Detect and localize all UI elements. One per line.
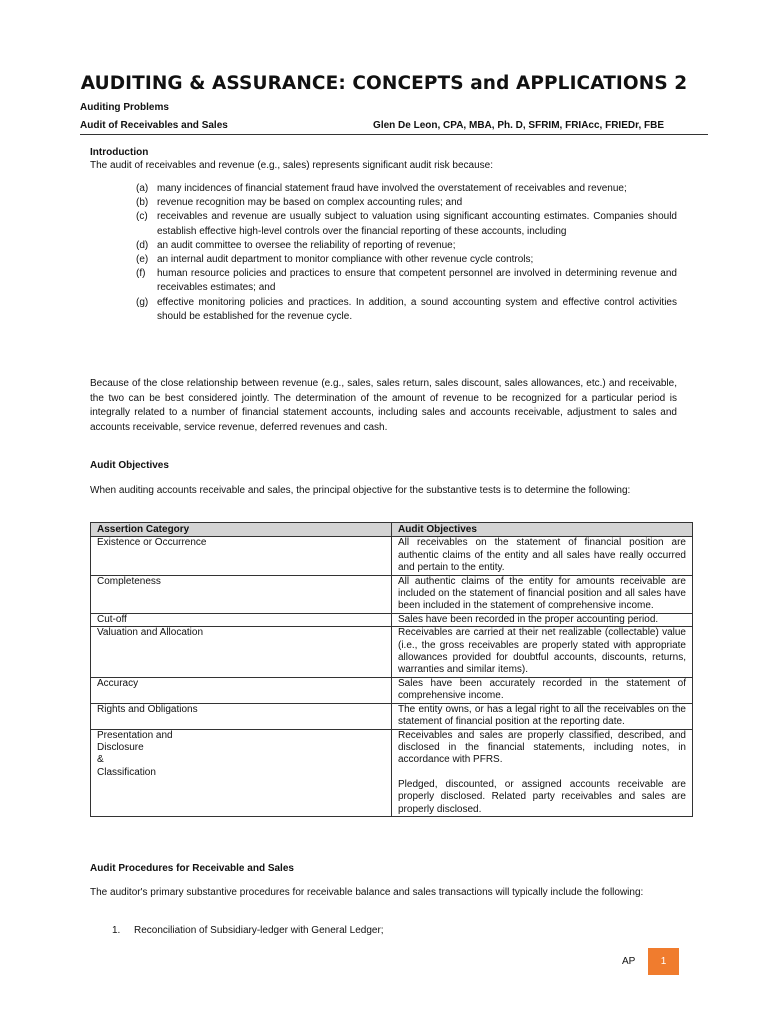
table-row [91,537,693,575]
list-item [90,296,677,324]
list-text: receivables and revenue are usually subject to valuation using significant accounting estimates. Companies should establish effective high-level controls over the financial reporting of these accounts, including [157,211,677,237]
assertion-cell [91,729,392,816]
list-item [90,239,677,253]
list-marker: (d) [136,239,149,251]
objective-paragraph: Receivables and sales are properly classified, described, and disclosed in the financial statements, including notes, in accordance with PFRS. [398,729,686,766]
author-line: Glen De Leon, CPA, MBA, Ph. D, SFRIM, FRIAcc, FRIEDr, FBE [373,120,664,131]
assertion-line: Disclosure [97,741,144,753]
procedures-list [90,924,677,938]
list-marker: 1. [112,925,121,936]
table-header-row [91,523,693,537]
list-marker: (e) [136,254,149,266]
list-text: Reconciliation of Subsidiary-ledger with General Ledger; [134,925,384,936]
assertion-cell: Rights and Obligations [91,703,392,729]
assertion-cell: Cut-off [91,613,392,626]
risk-list [90,182,677,324]
spacer [398,767,686,779]
table-row [91,703,693,729]
assertion-cell: Existence or Occurrence [91,537,392,575]
assertion-cell: Completeness [91,575,392,613]
list-text: revenue recognition may be based on complex accounting rules; and [157,197,463,209]
objective-cell: Sales have been recorded in the proper accounting period. [392,613,693,626]
list-text: human resource policies and practices to ensure that competent personnel are involved in determining revenue and receivables estimates; and [157,268,677,294]
list-item [90,253,677,267]
intro-text: The audit of receivables and revenue (e.g., sales) represents significant audit risk because: [90,160,493,171]
assertion-cell: Accuracy [91,677,392,703]
list-marker: (b) [136,197,149,209]
procedures-heading: Audit Procedures for Receivable and Sales [90,863,294,874]
objective-cell: All authentic claims of the entity for amounts receivable are included on the statement of financial position and all sales have been included in the statement of comprehensive income. [392,575,693,613]
objective-cell [392,729,693,816]
list-marker: (g) [136,296,149,308]
list-text: many incidences of financial statement fraud have involved the overstatement of receivables and revenue; [157,183,627,194]
revenue-relationship-paragraph: Because of the close relationship between revenue (e.g., sales, sales return, sales discount, sales allowances, etc.) and receivable, the two can be best considered jointly. The determination of the amount of revenue to be recognized for a particular period is integrally related to a number of financial statement accounts, including sales and accounts receivable, adjustment to sales and accounts receivable, service revenue, deferred revenues and cash. [90,378,677,433]
list-text: an audit committee to oversee the reliability of reporting of revenue; [157,239,456,251]
list-text: effective monitoring policies and practices. In addition, a sound accounting system and effective control activities should be established for the revenue cycle. [157,296,677,322]
objective-paragraph: Pledged, discounted, or assigned accounts receivable are properly disclosed. Related party receivables and sales are properly disclosed. [398,778,686,815]
objective-cell: Receivables are carried at their net realizable (collectable) value (i.e., the gross receivables are properly stated with appropriate allowances provided for doubtful accounts, discounts, returns, warranties and similar items). [392,627,693,678]
list-marker: (c) [136,211,148,223]
assertion-line: Presentation and [97,729,173,741]
objectives-heading: Audit Objectives [90,460,169,471]
header-divider [80,134,708,135]
assertion-line: Classification [97,766,156,778]
procedures-text: The auditor's primary substantive procedures for receivable balance and sales transactions will typically include the following: [90,887,644,898]
assertion-line: & [97,754,104,766]
assertion-table [90,522,693,817]
list-marker: (a) [136,183,149,194]
objective-cell: Sales have been accurately recorded in the statement of comprehensive income. [392,677,693,703]
table-row [91,575,693,613]
table-row [91,677,693,703]
objectives-text: When auditing accounts receivable and sales, the principal objective for the substantive tests is to determine the following: [90,485,631,496]
page-number-badge: 1 [648,948,679,975]
list-item [90,210,677,238]
table-row [91,613,693,626]
table-row [91,729,693,816]
subtitle-topic: Audit of Receivables and Sales [80,120,228,131]
list-marker: (f) [136,268,146,280]
footer-label: AP [622,956,636,967]
list-item [90,196,677,210]
intro-heading: Introduction [90,147,149,158]
column-header-objectives: Audit Objectives [392,523,693,537]
list-item [90,182,677,196]
list-item [90,924,677,938]
assertion-cell: Valuation and Allocation [91,627,392,678]
document-title: AUDITING & ASSURANCE: CONCEPTS and APPLICATIONS 2 [80,73,688,94]
subtitle-auditing-problems: Auditing Problems [80,102,169,113]
objective-cell: All receivables on the statement of financial position are authentic claims of the entity and all sales have really occurred and pertain to the entity. [392,537,693,575]
list-item [90,267,677,295]
column-header-assertion: Assertion Category [91,523,392,537]
objective-cell: The entity owns, or has a legal right to all the receivables on the statement of financial position at the reporting date. [392,703,693,729]
table-row [91,627,693,678]
list-text: an internal audit department to monitor compliance with other revenue cycle controls; [157,254,534,266]
